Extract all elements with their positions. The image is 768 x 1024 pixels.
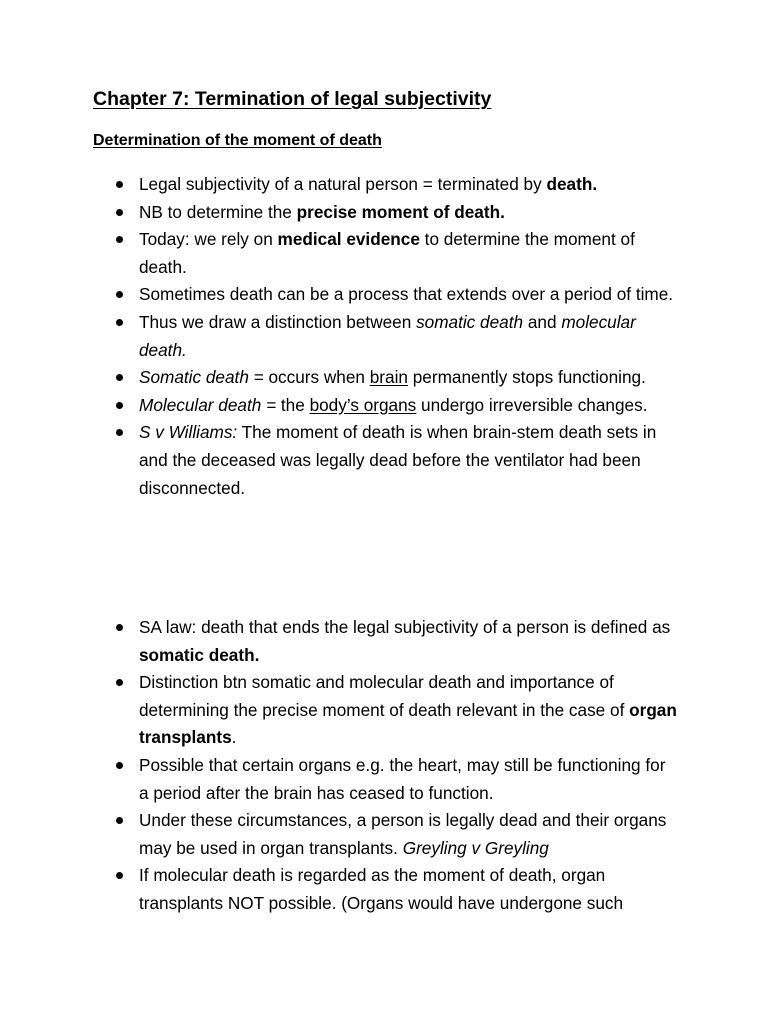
list-item — [0, 226, 768, 281]
text: SA law: death that ends the legal subjectivity of a person is defined as — [139, 617, 671, 637]
bullet-icon — [116, 291, 123, 298]
text: the — [276, 394, 310, 415]
bullet-icon — [116, 181, 123, 188]
bullet-list-1 — [0, 171, 768, 502]
list-item — [0, 199, 768, 227]
list-item — [0, 392, 768, 420]
bullet-icon — [116, 209, 123, 216]
text: undergo irreversible changes. — [416, 394, 648, 415]
text: The moment of death is when brain-stem death sets in and the deceased was legally dead before the ventilator had been disconnected. — [139, 422, 657, 498]
list-item — [0, 171, 768, 199]
text: Today: we rely on — [139, 229, 278, 250]
text: Distinction btn somatic and molecular death and importance of determining the precise moment of death relevant in the case of — [139, 672, 630, 720]
text: permanently stops functioning. — [407, 367, 646, 388]
italic-text: somatic death — [416, 311, 524, 332]
list-item — [0, 309, 768, 364]
text: Legal subjectivity of a natural person = terminated by — [139, 174, 547, 194]
text: Thus we draw a distinction between — [139, 311, 417, 332]
list-item — [0, 807, 768, 862]
bullet-icon — [116, 762, 123, 769]
list-item — [0, 862, 768, 917]
list-item — [0, 752, 768, 807]
text: NB to determine the — [139, 201, 297, 222]
text: . — [231, 727, 237, 748]
bullet-icon — [116, 679, 123, 686]
list-item — [0, 614, 768, 669]
list-item — [0, 419, 768, 502]
section-title: Determination of the moment of death — [93, 132, 382, 149]
list-item — [0, 364, 768, 392]
list-item — [0, 669, 768, 752]
list-item — [0, 281, 768, 309]
bold-text: organ transplants — [139, 699, 677, 748]
italic-text: Greyling v Greyling — [402, 837, 549, 858]
bullet-list-2 — [0, 614, 768, 918]
italic-text: S v Williams: — [139, 422, 238, 443]
italic-text: Somatic death = — [139, 367, 264, 388]
bold-text: precise moment of death. — [296, 201, 505, 222]
bold-text: medical evidence — [277, 229, 420, 250]
bullet-icon — [116, 319, 123, 326]
bullet-icon — [116, 817, 123, 824]
bullet-icon — [116, 236, 123, 243]
text: Under these circumstances, a person is legally dead and their organs may be used in organ transplants. — [139, 810, 667, 858]
italic-text: Molecular death = — [139, 394, 277, 415]
text: If molecular death is regarded as the moment of death, organ transplants NOT possible. (Organs would have undergone such — [139, 865, 624, 913]
text: to determine the moment of death. — [139, 229, 635, 277]
bullet-icon — [116, 374, 123, 381]
text: Sometimes death can be a process that extends over a period of time. — [139, 284, 674, 305]
text: Possible that certain organs e.g. the heart, may still be functioning for a period after the brain has ceased to function. — [139, 754, 666, 803]
bullet-icon — [116, 402, 123, 409]
bullet-icon — [116, 872, 123, 879]
italic-text: molecular death. — [139, 311, 636, 360]
bold-text: death. — [546, 174, 598, 194]
bold-text: somatic death. — [139, 644, 260, 665]
text: occurs when — [263, 367, 370, 388]
chapter-title: Chapter 7: Termination of legal subjectivity — [93, 88, 492, 110]
underlined-text: brain — [369, 367, 408, 388]
bullet-icon — [116, 429, 123, 436]
text: and — [523, 311, 562, 332]
bullet-icon — [116, 624, 123, 631]
underlined-text: body’s organs — [309, 394, 417, 415]
